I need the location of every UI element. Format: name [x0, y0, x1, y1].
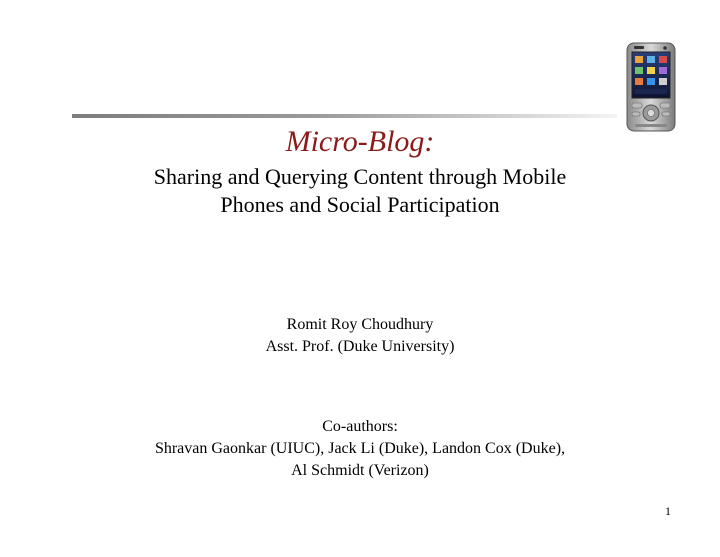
author-name: Romit Roy Choudhury [286, 316, 434, 333]
coauthors-block [0, 416, 720, 482]
mobile-phone-image [625, 42, 677, 132]
title-divider-line [72, 114, 617, 118]
subtitle-line-1: Sharing and Querying Content through Mobile [153, 164, 567, 189]
page-number: 1 [665, 504, 671, 518]
coauthors-line-1: Shravan Gaonkar (UIUC), Jack Li (Duke), Landon Cox (Duke), [154, 440, 566, 457]
slide-subtitle [0, 163, 720, 219]
slide-title: Micro-Blog: [285, 125, 435, 158]
author-block [0, 314, 720, 358]
subtitle-line-2: Phones and Social Participation [220, 192, 500, 217]
coauthors-line-2: Al Schmidt (Verizon) [291, 462, 429, 479]
coauthors-heading: Co-authors: [322, 418, 398, 435]
author-affiliation: Asst. Prof. (Duke University) [265, 338, 455, 355]
